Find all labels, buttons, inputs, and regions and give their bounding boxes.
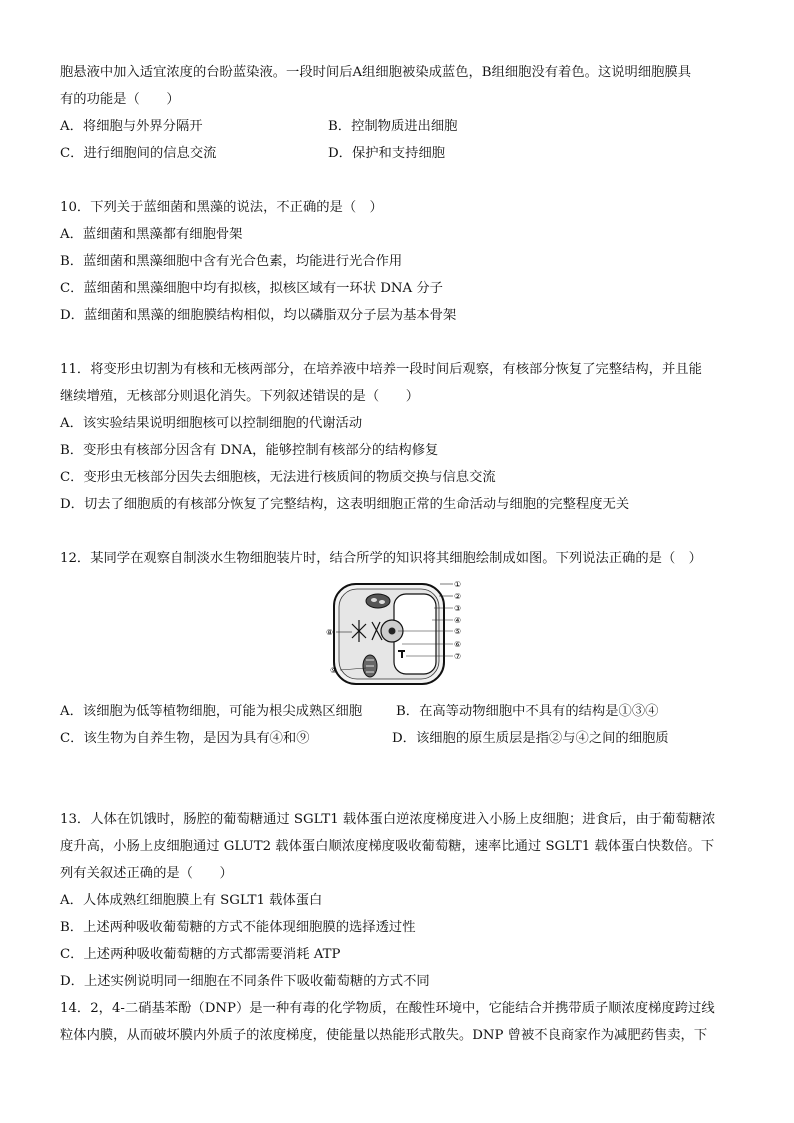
q10-option-b: B．蓝细菌和黑藻细胞中含有光合色素，均能进行光合作用 (60, 254, 403, 269)
q13-stem-line1: 13．人体在饥饿时，肠腔的葡萄糖通过 SGLT1 载体蛋白逆浓度梯度进入小肠上皮细胞；进食后，由于葡萄糖浓 (60, 812, 716, 827)
q12-option-c: C．该生物为自养生物，是因为具有④和⑨ (60, 731, 310, 746)
q11-option-c: C．变形虫无核部分因失去细胞核，无法进行核质间的物质交换与信息交流 (60, 470, 496, 485)
label-7: ⑦ (454, 652, 462, 661)
q9-option-b: B．控制物质进出细胞 (328, 119, 458, 134)
small-organelle (401, 652, 403, 658)
q9-option-d: D．保护和支持细胞 (328, 146, 446, 161)
chloroplast-top (366, 594, 390, 608)
q9-stem-line1: 胞悬液中加入适宜浓度的台盼蓝染液。一段时间后A组细胞被染成蓝色，B组细胞没有着色。这说明细胞膜具 (60, 65, 692, 80)
q13-option-d: D．上述实例说明同一细胞在不同条件下吸收葡萄糖的方式不同 (60, 974, 430, 989)
q12-stem: 12．某同学在观察自制淡水生物细胞装片时，结合所学的知识将其细胞绘制成如图。下列说法正确的是（ ） (60, 551, 702, 566)
q12-option-d: D．该细胞的原生质层是指②与④之间的细胞质 (392, 731, 669, 746)
q9-option-c: C．进行细胞间的信息交流 (60, 146, 217, 161)
q10-option-a: A．蓝细菌和黑藻都有细胞骨架 (60, 227, 243, 242)
cell-diagram (322, 574, 472, 692)
q13-stem-line3: 列有关叙述正确的是（ ） (60, 866, 233, 881)
small-organelle (398, 650, 405, 652)
q14-stem-line1: 14．2，4-二硝基苯酚（DNP）是一种有毒的化学物质，在酸性环境中，它能结合并携带质子顺浓度梯度跨过线 (60, 1001, 715, 1016)
chloroplast-grana (371, 598, 377, 602)
q13-option-c: C．上述两种吸收葡萄糖的方式都需要消耗 ATP (60, 947, 341, 962)
q11-stem-line1: 11．将变形虫切割为有核和无核两部分，在培养液中培养一段时间后观察，有核部分恢复了完整结构，并且能 (60, 362, 702, 377)
q12-option-b: B．在高等动物细胞中不具有的结构是①③④ (396, 704, 659, 719)
q14-stem-line2: 粒体内膜，从而破坏膜内外质子的浓度梯度，使能量以热能形式散失。DNP 曾被不良商家作为减肥药售卖，下 (60, 1028, 708, 1043)
chloroplast-grana (379, 600, 385, 604)
label-9: ⑨ (330, 666, 338, 675)
nucleolus (389, 628, 396, 635)
q13-option-a: A．人体成熟红细胞膜上有 SGLT1 载体蛋白 (60, 893, 323, 908)
q10-option-c: C．蓝细菌和黑藻细胞中均有拟核，拟核区域有一环状 DNA 分子 (60, 281, 443, 296)
q11-option-a: A．该实验结果说明细胞核可以控制细胞的代谢活动 (60, 416, 363, 431)
label-6: ⑥ (454, 640, 462, 649)
q10-option-d: D．蓝细菌和黑藻的细胞膜结构相似，均以磷脂双分子层为基本骨架 (60, 308, 457, 323)
label-4: ④ (454, 616, 462, 625)
label-2: ② (454, 592, 462, 601)
label-1: ① (454, 580, 462, 589)
label-8: ⑧ (326, 628, 334, 637)
q10-stem: 10．下列关于蓝细菌和黑藻的说法，不正确的是（ ） (60, 200, 383, 215)
label-3: ③ (454, 604, 462, 613)
q12-option-a: A．该细胞为低等植物细胞，可能为根尖成熟区细胞 (60, 704, 363, 719)
label-5: ⑤ (454, 627, 462, 636)
q13-option-b: B．上述两种吸收葡萄糖的方式不能体现细胞膜的选择透过性 (60, 920, 416, 935)
q9-option-a: A．将细胞与外界分隔开 (60, 119, 203, 134)
q9-stem-line2: 有的功能是（ ） (60, 92, 180, 107)
q11-option-b: B．变形虫有核部分因含有 DNA，能够控制有核部分的结构修复 (60, 443, 439, 458)
q13-stem-line2: 度升高，小肠上皮细胞通过 GLUT2 载体蛋白顺浓度梯度吸收葡萄糖，速率比通过 SGLT1 载体蛋白快数倍。下 (60, 839, 715, 854)
q11-stem-line2: 继续增殖，无核部分则退化消失。下列叙述错误的是（ ） (60, 389, 420, 404)
q11-option-d: D．切去了细胞质的有核部分恢复了完整结构，这表明细胞正常的生命活动与细胞的完整程度无关 (60, 497, 630, 512)
